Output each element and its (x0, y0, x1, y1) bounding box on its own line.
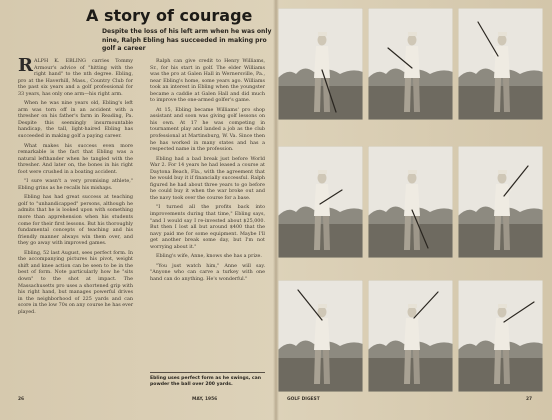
golfer-right-leg (503, 78, 510, 112)
paragraph: Ralph can give credit to Henry Williams, Sr., for his start in golf. The elder Williams was the pro at Galen Hall in Wernersville, Pa., near Ebling's home, some years ago. Williams took an interest in Ebling when the youngster became a caddie at Galen Hall and did much to improve the one-armed golfer's game. (150, 58, 265, 104)
golfer-left-leg (494, 78, 501, 112)
golfer-head (408, 35, 417, 46)
paragraph: Ebling's wife, Anne, knows she has a prize. (156, 253, 262, 260)
golfer-shirt (404, 318, 420, 350)
golfer-left-leg (314, 350, 321, 384)
golfer-photo-graphic (458, 146, 543, 258)
photo-follow-through (458, 146, 543, 258)
golfer-shirt (314, 318, 330, 350)
photo-caption: Ebling uses perfect form as he swings, can powder the ball over 200 yards. (150, 372, 265, 388)
golfer-photo-graphic (458, 280, 543, 392)
golfer-head (408, 173, 417, 184)
golfer-photo-graphic (368, 146, 453, 258)
golfer-head (498, 307, 507, 318)
golfer-right-leg (503, 350, 510, 384)
paragraph: "I turned all the profits back into improvements during that time," Ebling says, "and I would say I re-invested about $25,000. But then I lost all but around $400 that the navy paid me for some equipment. Maybe I'll get another break some day, but I'm not worrying about it." (150, 204, 265, 250)
golfer-photo-graphic (278, 146, 363, 258)
paragraph: When he was nine years old, Ebling's left arm was torn off in an accident with a thresher on his father's farm in Reading, Pa. Despite this seemingly insurmountable handicap, the tall, light-haired Ebling has succeeded in making golf a paying career. (18, 100, 133, 140)
photo-finish-complete (368, 280, 453, 392)
paragraph: "You just watch him," Anne will say. "Anyone who can carve a turkey with one hand can do anything. He's wonderful." (150, 262, 265, 282)
left-page-number: 26 (18, 397, 25, 402)
paragraph: "I sure wasn't a very promising athlete," Ebling grins as he recalls his mishaps. (18, 178, 133, 191)
golfer-left-leg (494, 350, 501, 384)
golfer-head (408, 307, 417, 318)
golfer-head (498, 173, 507, 184)
photo-finish-high (278, 280, 363, 392)
right-page-number: 27 (526, 397, 533, 402)
golfer-photo-graphic (458, 8, 543, 120)
paragraph: Ebling has had great success at teaching golf to "unhandicapped" persons, although he admits that he is looked upon with something more than apprehension when his students come for their first lessons. But his thoroughly fundamental concepts of teaching and his friendly manner always win them over, and they go away with improved games. (18, 194, 133, 247)
golfer-shirt (494, 318, 510, 350)
golfer-head (318, 173, 327, 184)
photo-finish-pose (458, 280, 543, 392)
golfer-cap (498, 170, 507, 174)
photo-top-of-swing (458, 8, 543, 120)
article-column-1 (18, 55, 134, 318)
golfer-arm (416, 316, 418, 320)
issue-date: MAY, 1956 (192, 397, 218, 402)
golfer-right-leg (503, 216, 510, 250)
golfer-head (318, 35, 327, 46)
golfer-left-leg (404, 78, 411, 112)
golfer-photo-graphic (278, 8, 363, 120)
golfer-head (498, 35, 507, 46)
golfer-photo-graphic (278, 280, 363, 392)
golfer-right-leg (323, 216, 330, 250)
photo-address (278, 8, 363, 120)
golfer-shirt (314, 184, 330, 216)
article-subtitle: Despite the loss of his left arm when he was only nine, Ralph Ebling has succeeded in making pro golf a career (102, 28, 272, 53)
magazine-name: GOLF DIGEST (287, 397, 320, 402)
golfer-left-leg (404, 350, 411, 384)
golfer-cap (318, 304, 327, 308)
photo-downswing (278, 146, 363, 258)
golfer-cap (408, 304, 417, 308)
paragraph: Ebling, 52 last August, sees perfect form. In the accompanying pictures his pivot, weight shift and knee action can be seen to be in the best of form. Note particularly how he "sits down" to the shot at impact. The Massachusetts pro uses a shortened grip with his right hand, but manages powerful drives in the neighborhood of 225 yards and can score in the low 70s on any course he has ever played. (18, 249, 134, 315)
golfer-cap (318, 32, 327, 36)
paragraph: At 15, Ebling became Williams' pro shop assistant and soon was giving golf lessons on his own. At 17 he was competing in tournament play and landed a job as the club professional at Martinsburg, W. Va. Since then he has worked in many states and has a respected name in the profession. (150, 106, 265, 153)
golfer-photo-graphic (368, 280, 453, 392)
golfer-left-leg (314, 216, 321, 250)
paragraph: What makes his success even more remarkable is the fact that Ebling was a natural lefthander when he tangled with the thresher. And later on, the bones in his right foot were crushed in a boating accident. (18, 142, 133, 175)
golfer-photo-graphic (368, 8, 453, 120)
golfer-cap (408, 32, 417, 36)
golfer-cap (408, 170, 417, 174)
golfer-right-leg (413, 78, 420, 112)
golfer-left-leg (494, 216, 501, 250)
paragraph: RALPH K. EBLING carries Tommy Armour's advice of "hitting with the right hand" to the nth degree. Ebling, pro at the Haverhill, Mass., Country Club for the past six years and a golf professional for 33 years, has only one arm—his right arm. (18, 55, 133, 97)
golfer-right-leg (413, 350, 420, 384)
golfer-right-leg (323, 350, 330, 384)
golfer-cap (498, 32, 507, 36)
photo-impact (368, 146, 453, 258)
golfer-left-leg (404, 216, 411, 250)
golfer-arm (414, 186, 416, 210)
photo-backswing-start (368, 8, 453, 120)
article-column-2 (150, 58, 265, 286)
golfer-cap (498, 304, 507, 308)
golfer-left-leg (314, 78, 321, 112)
paragraph: Ebling had a bad break just before World War 2. For 14 years he had leased a course at Daytona Beach, Fla., with the agreement that he would buy it if financially successful. Ralph figured he had about three years to go before he could buy it when the war broke out and the navy took over the course for a base. (150, 155, 265, 201)
article-title: A story of courage (86, 6, 253, 25)
golfer-cap (318, 170, 327, 174)
